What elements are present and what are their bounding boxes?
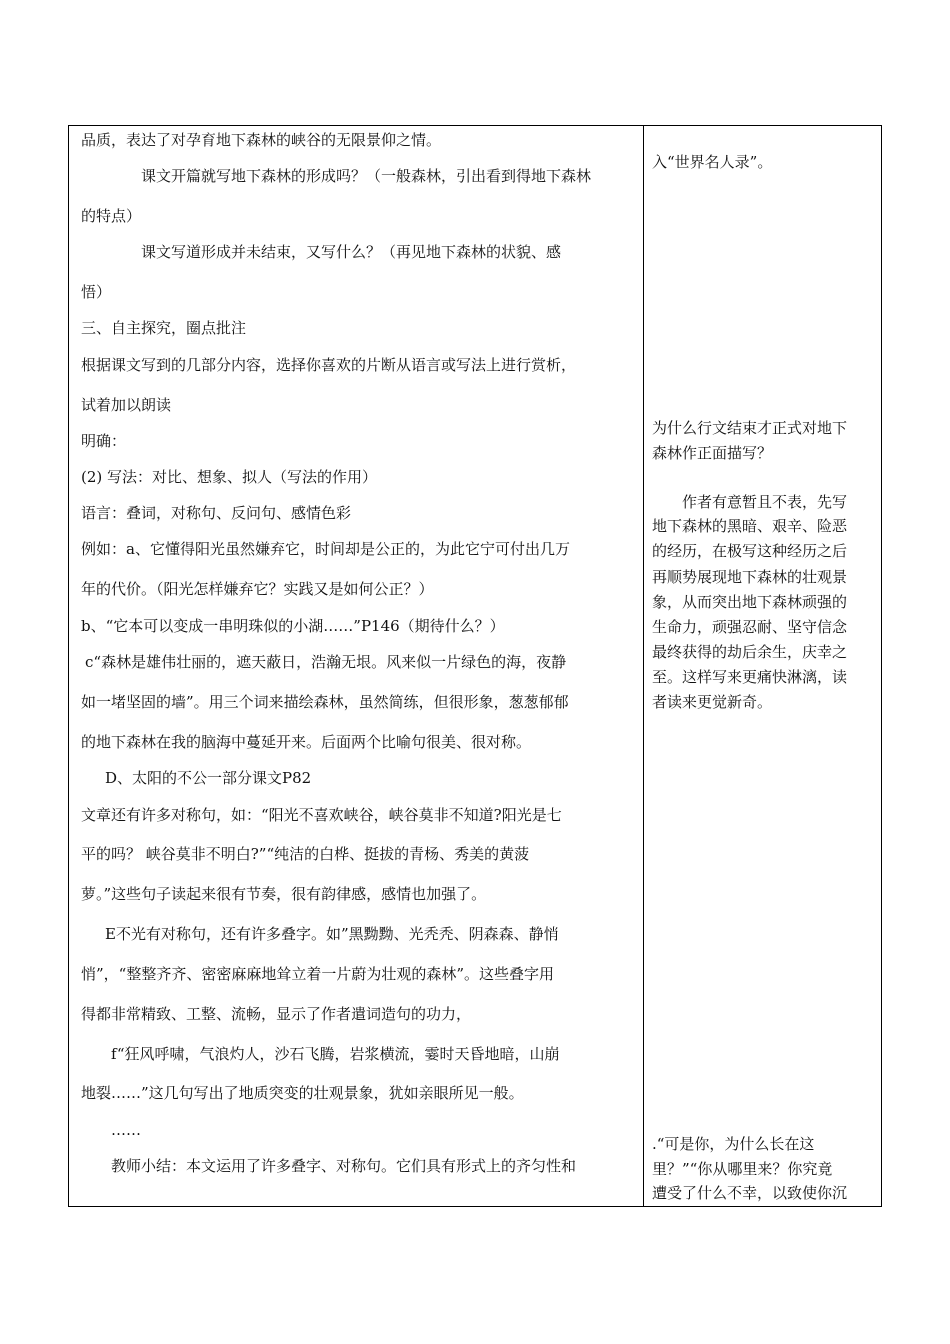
main-line: 根据课文写到的几部分内容，选择你喜欢的片断从语言或写法上进行赏析， [81, 356, 577, 374]
main-line: E不光有对称句，还有许多叠字。如”黑黝黝、光秃秃、阴森森、静悄 [105, 925, 559, 943]
side-line: 至。这样写来更痛快淋漓，读 [652, 668, 848, 686]
main-line: 例如：a、它懂得阳光虽然嫌弃它，时间却是公正的，为此它宁可付出几万 [81, 540, 570, 558]
side-line: 象，从而突出地下森林顽强的 [652, 593, 848, 611]
main-line: 得都非常精致、工整、流畅，显示了作者遣词造句的功力， [81, 1005, 472, 1023]
side-line: 最终获得的劫后余生，庆幸之 [652, 643, 848, 661]
side-line: 为什么行文结束才正式对地下 [652, 419, 848, 437]
side-line: 生命力，顽强忍耐、坚守信念 [652, 618, 848, 636]
main-line: …… [111, 1121, 141, 1139]
main-line: 萝。”这些句子读起来很有节奏，很有韵律感，感情也加强了。 [81, 885, 487, 903]
main-line: D、太阳的不公一部分课文P82 [105, 769, 312, 787]
main-line: 的特点） [81, 207, 142, 225]
lesson-table [68, 125, 882, 1207]
main-line: 地裂……”这几句写出了地质突变的壮观景象，犹如亲眼所见一般。 [81, 1084, 524, 1102]
main-line: 年的代价。（阳光怎样嫌弃它？实践又是如何公正？） [81, 580, 434, 598]
main-line: b、“它本可以变成一串明珠似的小湖……”P146（期待什么？） [81, 617, 505, 635]
main-line: c“森林是雄伟壮丽的，遮天蔽日，浩瀚无垠。风来似一片绿色的海，夜静 [85, 653, 567, 671]
side-line: 遭受了什么不幸，以致使你沉 [652, 1184, 848, 1202]
main-line: (2) 写法：对比、想象、拟人（写法的作用） [81, 468, 378, 486]
side-line: 作者有意暂且不表，先写 [682, 493, 848, 511]
main-line: 试着加以朗读 [81, 396, 172, 414]
side-line: 者读来更觉新奇。 [652, 693, 773, 711]
side-line: 入“世界名人录”。 [652, 153, 773, 171]
main-line: 悟） [81, 283, 112, 301]
side-line: 的经历，在极写这种经历之后 [652, 542, 848, 560]
main-line: 教师小结：本文运用了许多叠字、对称句。它们具有形式上的齐匀性和 [111, 1157, 577, 1175]
column-divider [643, 126, 644, 1206]
side-line: .“可是你，为什么长在这 [652, 1135, 815, 1153]
side-line: 森林作正面描写？ [652, 444, 773, 462]
main-line: f“狂风呼啸，气浪灼人，沙石飞腾，岩浆横流，霎时天昏地暗，山崩 [111, 1045, 560, 1063]
main-line: 如一堵坚固的墙”。用三个词来描绘森林，虽然简练，但很形象，葱葱郁郁 [81, 693, 569, 711]
main-line: 平的吗？ 峡谷莫非不明白?”“纯洁的白桦、挺拔的青杨、秀美的黄菠 [81, 845, 530, 863]
side-line: 里？”“你从哪里来？你究竟 [652, 1160, 833, 1178]
main-line: 悄”，“整整齐齐、密密麻麻地耸立着一片蔚为壮观的森林”。这些叠字用 [81, 965, 555, 983]
side-line: 地下森林的黑暗、艰辛、险恶 [652, 517, 848, 535]
main-line: 明确： [81, 432, 127, 450]
main-line: 品质，表达了对孕育地下森林的峡谷的无限景仰之情。 [81, 131, 442, 149]
main-line: 三、自主探究，圈点批注 [81, 319, 247, 337]
main-line: 文章还有许多对称句，如：“阳光不喜欢峡谷，峡谷莫非不知道?阳光是七 [81, 806, 562, 824]
main-line: 的地下森林在我的脑海中蔓延开来。后面两个比喻句很美、很对称。 [81, 733, 532, 751]
side-line: 再顺势展现地下森林的壮观景 [652, 568, 848, 586]
main-line: 课文写道形成并未结束，又写什么？（再见地下森林的状貌、感 [141, 243, 562, 261]
main-line: 语言：叠词，对称句、反问句、感情色彩 [81, 504, 352, 522]
main-line: 课文开篇就写地下森林的形成吗？（一般森林，引出看到得地下森林 [141, 167, 592, 185]
